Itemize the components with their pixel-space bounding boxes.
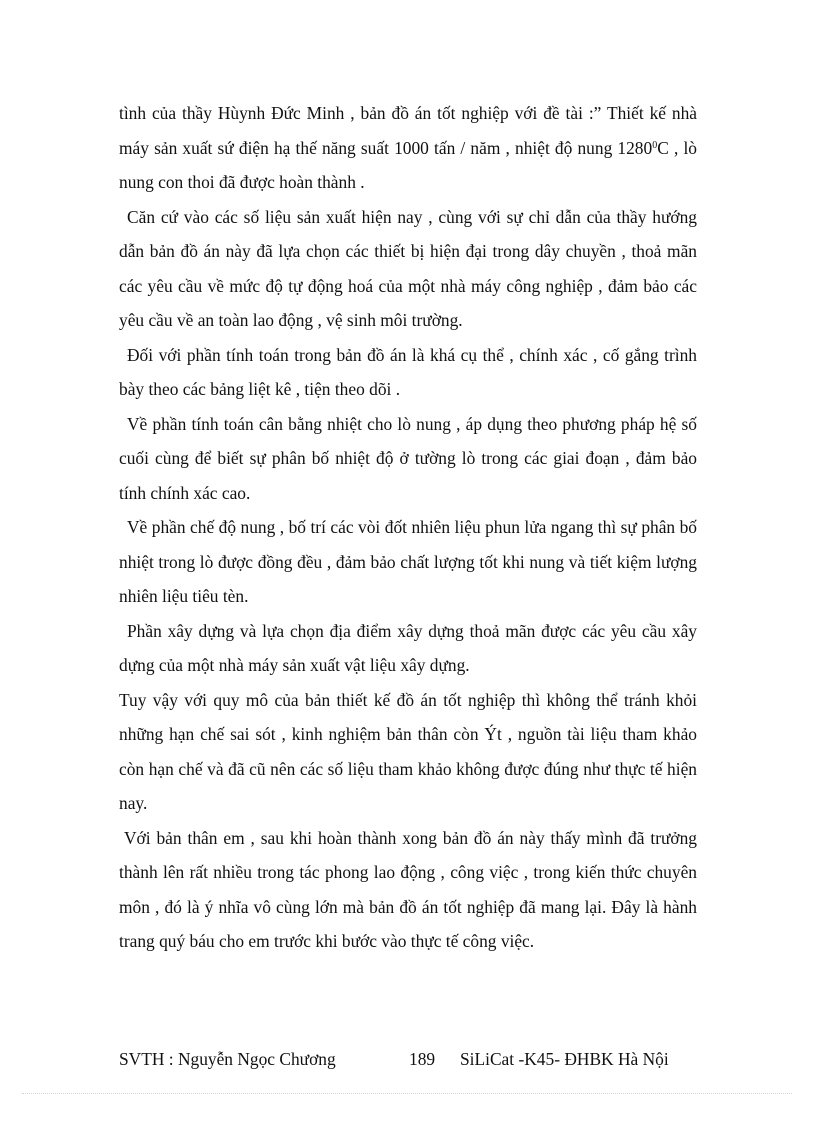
paragraph-4: Về phần tính toán cân bằng nhiệt cho lò nung , áp dụng theo phương pháp hệ số cuối cùng để biết sự phân bố nhiệt độ ở tường lò trong các giai đoạn , đảm bảo tính chính xác cao. [119,413,697,503]
page-number: 189 [409,1049,436,1069]
page-edge-divider [22,1093,792,1094]
footer-institution: SiLiCat -K45- ĐHBK Hà Nội [460,1049,669,1069]
paragraph-2: Căn cứ vào các số liệu sản xuất hiện nay , cùng với sự chỉ dẫn của thầy hướng dẫn bản đồ án này đã lựa chọn các thiết bị hiện đại trong dây chuyền , thoả mãn các yêu cầu về mức độ tự động hoá của một nhà máy công nghiệp , đảm bảo các yêu cầu về an toàn lao động , vệ sinh môi trường. [119,206,697,330]
paragraph-5: Về phần chế độ nung , bố trí các vòi đốt nhiên liệu phun lửa ngang thì sự phân bố nhiệt trong lò được đồng đều , đảm bảo chất lượng tốt khi nung và tiết kiệm lượng nhiên liệu tiêu tèn. [119,517,697,606]
paragraph-7: Tuy vậy với quy mô của bản thiết kế đồ án tốt nghiệp thì không thể tránh khỏi những hạn chế sai sót , kinh nghiệm bản thân còn Ýt , nguồn tài liệu tham khảo còn hạn chế và đã cũ nên các số liệu tham khảo không được đúng như thực tế hiện nay. [119,689,697,813]
document-body [119,96,697,959]
paragraph-3: Đối với phần tính toán trong bản đồ án là khá cụ thể , chính xác , cố gắng trình bày theo các bảng liệt kê , tiện theo dõi . [119,344,697,399]
superscript-degree: 0 [652,139,658,151]
footer-author: SVTH : Nguyễn Ngọc Chương [119,1049,336,1069]
paragraph-1: tình của thầy Hùynh Đức Minh , bản đồ án tốt nghiệp với đề tài :” Thiết kế nhà máy sản xuất sứ điện hạ thế năng suất 1000 tấn / năm , nhiệt độ nung 1280$^0$C , lò nung con thoi đã được hoàn thành . [119,103,697,192]
paragraph-8: Với bản thân em , sau khi hoàn thành xong bản đồ án này thấy mình đã trưởng thành lên rất nhiều trong tác phong lao động , công việc , trong kiến thức chuyên môn , đó là ý nhĩa vô cùng lớn mà bản đồ án tốt nghiệp đã mang lại. Đây là hành trang quý báu cho em trước khi bước vào thực tế công việc. [119,827,697,951]
paragraph-6: Phần xây dựng và lựa chọn địa điểm xây dựng thoả mãn được các yêu cầu xây dựng của một nhà máy sản xuất vật liệu xây dựng. [119,620,697,675]
